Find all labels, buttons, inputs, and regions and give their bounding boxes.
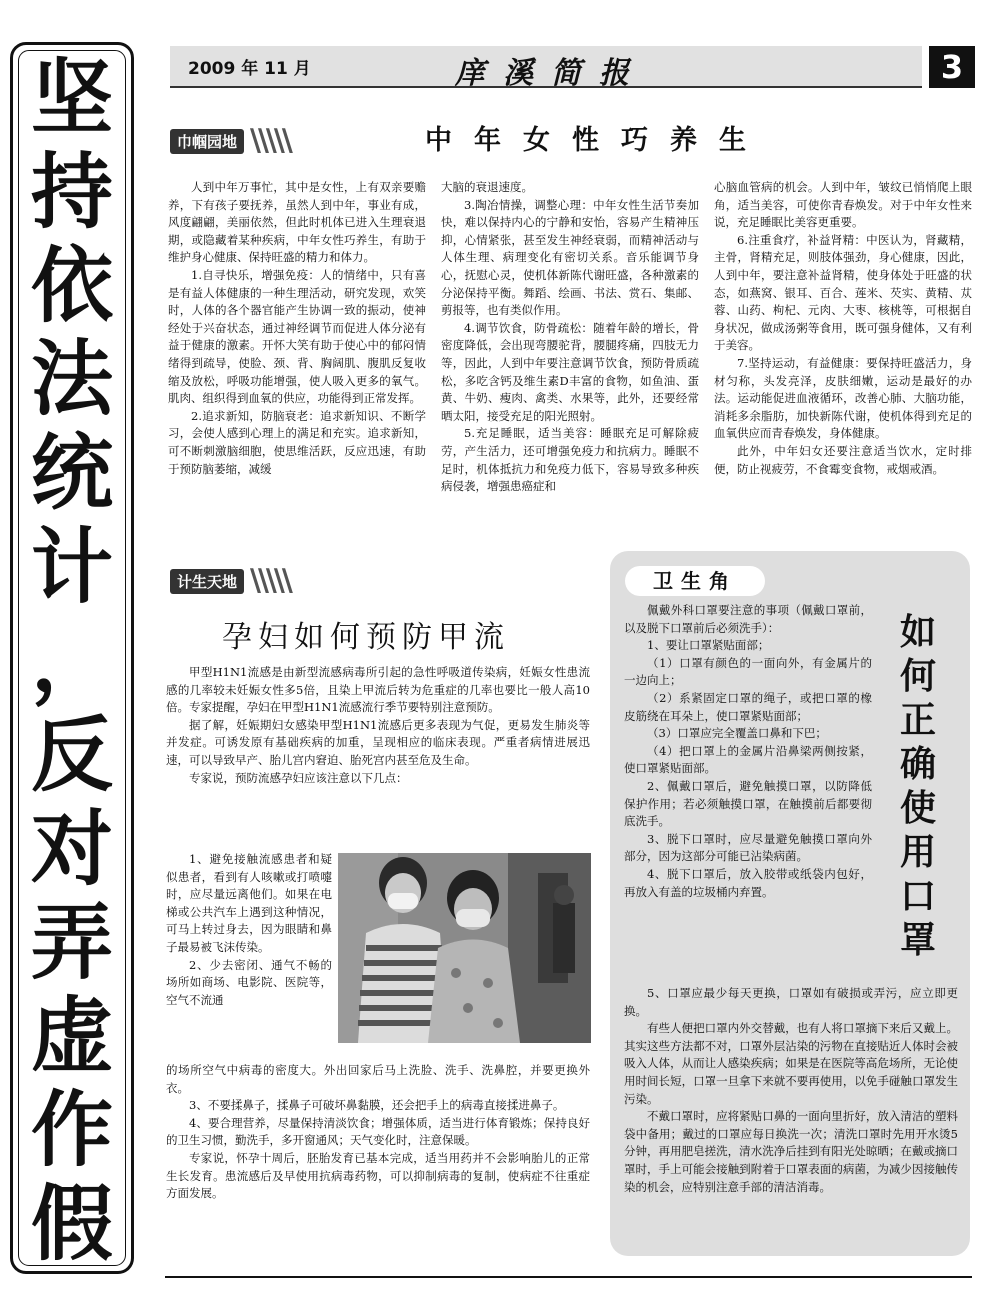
paragraph: 4.调节饮食，防骨疏松：随着年龄的增长，骨密度降低，会出现弯腰驼背，腰腿疼痛，四肢无力等，因此，人到中年要注意调节饮食，预防骨质疏松，多吃含钙及维生素D丰富的食物，如鱼油、蛋黄、牛奶、瘦肉、禽类、水果等，此外，还要经常晒太阳，接受充足的阳光照射。 — [441, 320, 699, 423]
slogan-char: 反 — [30, 707, 113, 803]
title-char: 罩 — [899, 920, 936, 961]
paragraph: 6.注重食疗，补益肾精：中医认为，肾藏精，主骨，肾精充足，则肢体强劲，身心健康，因此，人到中年，要注意补益肾精，使身体处于旺盛的状态，如燕窝、银耳、百合、莲米、芡实、黄精、苁蓉、山药、枸杞、元肉、大枣、核桃等，可根据自身状况，做成汤粥等食用，既可强身健体，又有利于美容。 — [714, 232, 972, 353]
article-women-column-1 — [168, 179, 426, 541]
paragraph: 4、要合理营养，尽量保持清淡饮食；增强体质，适当进行体育锻炼；保持良好的卫生习惯，勤洗手，多开窗通风；天气变化时，注意保暖。 — [166, 1115, 590, 1148]
paragraph: 2、佩戴口罩后，避免触摸口罩，以防降低保护作用；若必须触摸口罩，在触摸前后都要彻底洗手。 — [624, 778, 872, 829]
title-char: 正 — [899, 700, 936, 741]
article-mask-wide-text — [624, 985, 958, 1247]
title-char: 口 — [899, 876, 936, 917]
slogan-char: 依 — [30, 238, 113, 334]
title-char: 确 — [899, 744, 936, 785]
article-title-mask-usage — [896, 604, 940, 964]
slash-decoration: \\\\\ — [250, 123, 290, 158]
page-number: 3 — [929, 46, 975, 88]
photo-women-wearing-masks — [338, 853, 591, 1043]
slogan-char: 作 — [30, 1083, 113, 1179]
paragraph: 7.坚持运动，有益健康：要保持旺盛活力，身材匀称，头发亮泽，皮肤细嫩，运动是最好的办法。运动能促进血液循环，改善心肺、大脑功能，消耗多余脂肪，加快新陈代谢，使机体得到充足的血氧供应而青春焕发，身体健康。 — [714, 355, 972, 441]
article-mask-narrow-text — [624, 602, 872, 984]
paragraph: （2）系紧固定口罩的绳子，或把口罩的橡皮筋绕在耳朵上，使口罩紧贴面部； — [624, 690, 872, 723]
slogan-char: 法 — [30, 332, 113, 428]
masthead-title: 庠溪简报 — [455, 56, 647, 91]
article-flu-continued — [166, 1062, 590, 1258]
slogan-char: 计 — [30, 520, 113, 616]
article-women-column-3 — [714, 179, 972, 541]
paragraph: 甲型H1N1流感是由新型流感病毒所引起的急性呼吸道传染病，妊娠女性患流感的几率较未妊娠女性多5倍，且染上甲流后转为危重症的几率也要比一般人高10倍。专家提醒，孕妇在甲型H1N1流感流行季节要特别注意预防。 — [166, 665, 590, 715]
section-tag-family-planning: 计生天地 — [170, 569, 244, 594]
paragraph: 此外，中年妇女还要注意适当饮水，定时排便，防止视疲劳，不食霉变食物，戒烟戒酒。 — [714, 443, 972, 476]
slogan-char: 假 — [30, 1177, 113, 1273]
paragraph: 4、脱下口罩后，放入胶带或纸袋内包好，再放入有盖的垃圾桶内弃置。 — [624, 866, 872, 899]
paragraph: 专家说，预防流感孕妇应该注意以下几点： — [189, 770, 408, 785]
title-char: 如 — [899, 612, 936, 653]
article-flu-intro — [166, 664, 590, 850]
slogan-char: 坚 — [30, 50, 113, 146]
paragraph: （3）口罩应完全覆盖口鼻和下巴； — [647, 726, 827, 741]
paragraph: 1.自寻快乐，增强免疫：人的情绪中，只有喜是有益人体健康的一种生理活动，研究发现，欢笑时，人体的各个器官能产生协调一致的振动，使神经处于兴奋状态，通过神经调节而促进人体分泌有益于健康的激素。开怀大笑有助于使心中的郁闷情绪得到疏导，使脸、颈、背、胸阔肌、腹肌反复收缩及放松，呼吸功能增强，使人吸入更多的氧气。肌肉、组织得到血氧的供应，功能得到正常发挥。 — [168, 267, 426, 406]
article-women-column-2 — [441, 179, 699, 541]
paragraph: 2、少去密闭、通气不畅的场所如商场、电影院、医院等，空气不流通 — [166, 957, 332, 1007]
paragraph: 3.陶冶情操，调整心理：中年女性生活节奏加快，难以保持内心的宁静和安怡，容易产生精神压抑，心情紧张，甚至发生神经衰弱，而精神活动与人体生理、病理变化有密切关系。音乐能调节身心，抚慰心灵，使机体新陈代谢旺盛，各种激素的分泌保持平衡。舞蹈、绘画、书法、赏石、集邮、剪报等，也有类似作用。 — [441, 197, 699, 318]
paragraph: 3、不要揉鼻子，揉鼻子可破坏鼻黏膜，还会把手上的病毒直接揉进鼻子。 — [189, 1098, 565, 1113]
slogan-char: 虚 — [30, 989, 113, 1085]
slogan-text — [17, 52, 127, 1272]
title-char: 何 — [899, 656, 936, 697]
paragraph: （4）把口罩上的金属片沿鼻梁两侧按紧，使口罩紧贴面部。 — [624, 743, 872, 776]
slogan-char: 统 — [30, 426, 113, 522]
article-flu-wrap-text — [166, 851, 332, 1061]
photo-illustration — [338, 853, 591, 1043]
paragraph: 专家说，怀孕十周后，胚胎发育已基本完成，适当用药并不会影响胎儿的正常生长发育。患流感后及早使用抗病毒药物，可以抑制病毒的复制，使病症不往重症方面发展。 — [166, 1150, 590, 1201]
slash-decoration: \\\\\ — [250, 563, 290, 598]
article-title-pregnant-flu: 孕妇如何预防甲流 — [222, 620, 510, 655]
paragraph: 有些人便把口罩内外交替戴，也有人将口罩摘下来后又戴上。其实这些方法都不对，口罩外层沾染的污物在直接贴近人体时会被吸入人体，从而让人感染疾病；如果是在医院等高危场所，无论使用时间长短，口罩一旦拿下来就不要再使用，以免手碰触口罩发生污染。 — [624, 1021, 958, 1106]
paragraph: 3、脱下口罩时，应尽量避免触摸口罩向外部分，因为这部分可能已沾染病菌。 — [624, 831, 872, 864]
paragraph: 大脑的衰退速度。 — [441, 180, 533, 194]
paragraph: 2.追求新知，防脑衰老：追求新知识、不断学习，会使人感到心理上的满足和充实。追求新知，可不断刺激脑细胞，使思维活跃，反应迅速，有助于预防脑萎缩，减缓 — [168, 408, 426, 476]
paragraph: （1）口罩有颜色的一面向外，有金属片的一边向上； — [624, 655, 872, 688]
slogan-char: 对 — [30, 801, 113, 897]
section-tag-hygiene: 卫生角 — [625, 566, 765, 596]
slogan-char: 弄 — [30, 895, 113, 991]
paragraph: 的场所空气中病毒的密度大。外出回家后马上洗脸、洗手、洗鼻腔，并要更换外衣。 — [166, 1063, 590, 1095]
paragraph: 佩戴外科口罩要注意的事项（佩戴口罩前，以及脱下口罩前后必须洗手）： — [624, 603, 872, 635]
section-header-women — [170, 123, 290, 158]
paragraph: 不戴口罩时，应将紧贴口鼻的一面向里折好，放入清洁的塑料袋中备用；戴过的口罩应每日换洗一次；清洗口罩时先用开水烫5分钟，再用肥皂搓洗，清水洗净后挂到有阳光处晾晒；在戴或摘口罩时，手上可能会接触到附着于口罩表面的病菌，为减少因接触传染的机会，应特别注意手部的清洁消毒。 — [624, 1109, 958, 1194]
paragraph: 据了解，妊娠期妇女感染甲型H1N1流感后更多表现为气促，更易发生肺炎等并发症。可诱发原有基础疾病的加重，呈现相应的临床表现。严重者病情进展迅速，可以导致早产、胎儿宫内窘迫、胎死宫内甚至危及生命。 — [166, 717, 590, 767]
slogan-char: 持 — [30, 144, 113, 240]
paragraph: 5.充足睡眠，适当美容：睡眠充足可解除疲劳，产生活力，还可增强免疫力和抗病力。睡眠不足时，机体抵抗力和免疫力低下，容易导致多种疾病侵袭，增强患癌症和 — [441, 426, 699, 494]
paragraph: 1、要让口罩紧贴面部； — [647, 638, 770, 653]
issue-date: 2009 年 11 月 — [188, 59, 311, 79]
bottom-rule — [165, 1276, 972, 1278]
paragraph: 人到中年万事忙，其中是女性，上有双亲要赡养，下有孩子要抚养，虽然人到中年，事业有成，风度翩翩，美丽依然，但此时机体已进入生理衰退期，或隐藏着某种疾病，中年女性巧养生，有助于维护身心健康、保持旺盛的精力和体力。 — [168, 180, 426, 265]
title-char: 用 — [899, 832, 936, 873]
article-title-women-health: 中年女性巧养生 — [425, 125, 768, 156]
slogan-char: ， — [30, 614, 113, 709]
paragraph: 心脑血管病的机会。人到中年，皱纹已悄悄爬上眼角，适当美容，可使你青春焕发。对于中年女性来说，充足睡眠比美容更重要。 — [714, 180, 972, 230]
paragraph: 5、口罩应最少每天更换，口罩如有破损或弄污，应立即更换。 — [624, 986, 958, 1018]
section-header-family-planning — [170, 563, 290, 598]
title-char: 使 — [899, 788, 936, 829]
paragraph: 1、避免接触流感患者和疑似患者，看到有人咳嗽或打喷嚏时，应尽量远离他们。如果在电梯或公共汽车上遇到这种情况，可马上转过身去，因为眼睛和鼻子最易被飞沫传染。 — [166, 852, 332, 954]
section-tag-women: 巾帼园地 — [170, 129, 244, 154]
